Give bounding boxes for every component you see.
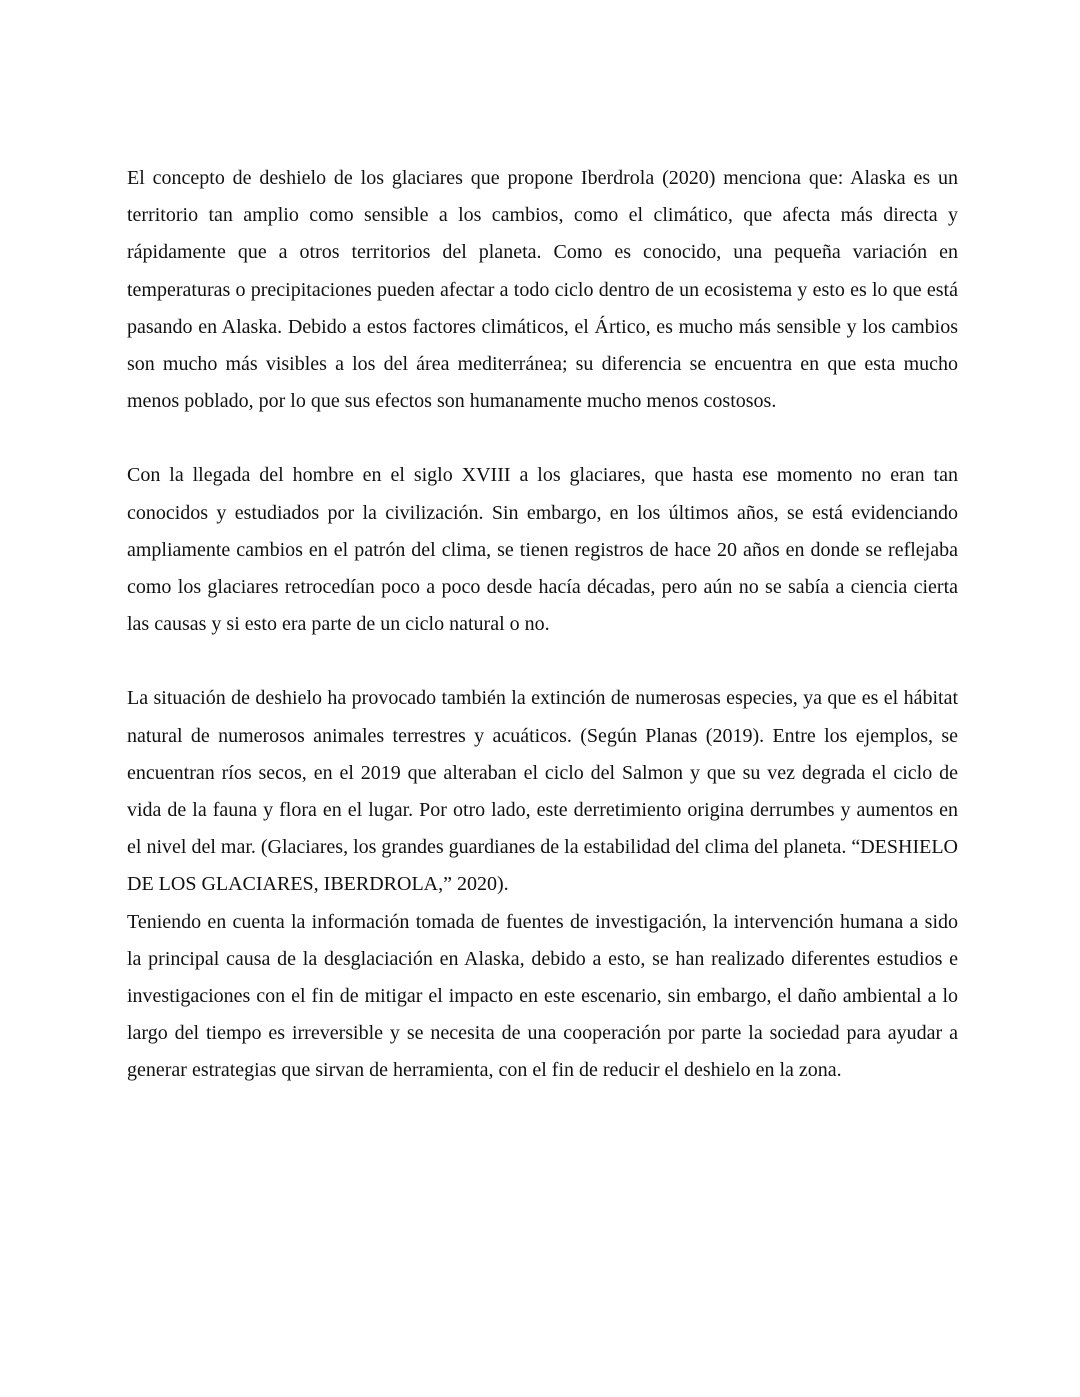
- paragraph-human-arrival: Con la llegada del hombre en el siglo XVIII a los glaciares, que hasta ese momento no eran tan conocidos y estudiados por la civilización. Sin embargo, en los últimos años, se está evidenciando ampliamente cambios en el patrón del clima, se tienen registros de hace 20 años en donde se reflejaba como los glaciares retrocedían poco a poco desde hacía décadas, pero aún no se sabía a ciencia cierta las causas y si esto era parte de un ciclo natural o no.: [127, 464, 958, 636]
- paragraph-species-extinction: La situación de deshielo ha provocado también la extinción de numerosas especies, ya que es el hábitat natural de numerosos animales terrestres y acuáticos. (Según Planas (2019). Entre los ejemplos, se encuentran ríos secos, en el 2019 que alteraban el ciclo del Salmon y que su vez degrada el ciclo de vida de la fauna y flora en el lugar. Por otro lado, este derretimiento origina derrumbes y aumentos en el nivel del mar. (Glaciares, los grandes guardianes de la estabilidad del clima del planeta. “DESHIELO DE LOS GLACIARES, IBERDROLA,” 2020).: [127, 687, 958, 896]
- paragraph-iberdrola-concept: El concepto de deshielo de los glaciares que propone Iberdrola (2020) menciona que: Alaska es un territorio tan amplio como sensible a los cambios, como el climático, que afecta más directa y rápidamente que a otros territorios del planeta. Como es conocido, una pequeña variación en temperaturas o precipitaciones pueden afectar a todo ciclo dentro de un ecosistema y esto es lo que está pasando en Alaska. Debido a estos factores climáticos, el Ártico, es mucho más sensible y los cambios son mucho más visibles a los del área mediterránea; su diferencia se encuentra en que esta mucho menos poblado, por lo que sus efectos son humanamente mucho menos costosos.: [127, 167, 958, 413]
- document-body: [127, 160, 958, 1090]
- paragraph-human-intervention: Teniendo en cuenta la información tomada de fuentes de investigación, la intervención humana a sido la principal causa de la desglaciación en Alaska, debido a esto, se han realizado diferentes estudios e investigaciones con el fin de mitigar el impacto en este escenario, sin embargo, el daño ambiental a lo largo del tiempo es irreversible y se necesita de una cooperación por parte la sociedad para ayudar a generar estrategias que sirvan de herramienta, con el fin de reducir el deshielo en la zona.: [127, 910, 958, 1082]
